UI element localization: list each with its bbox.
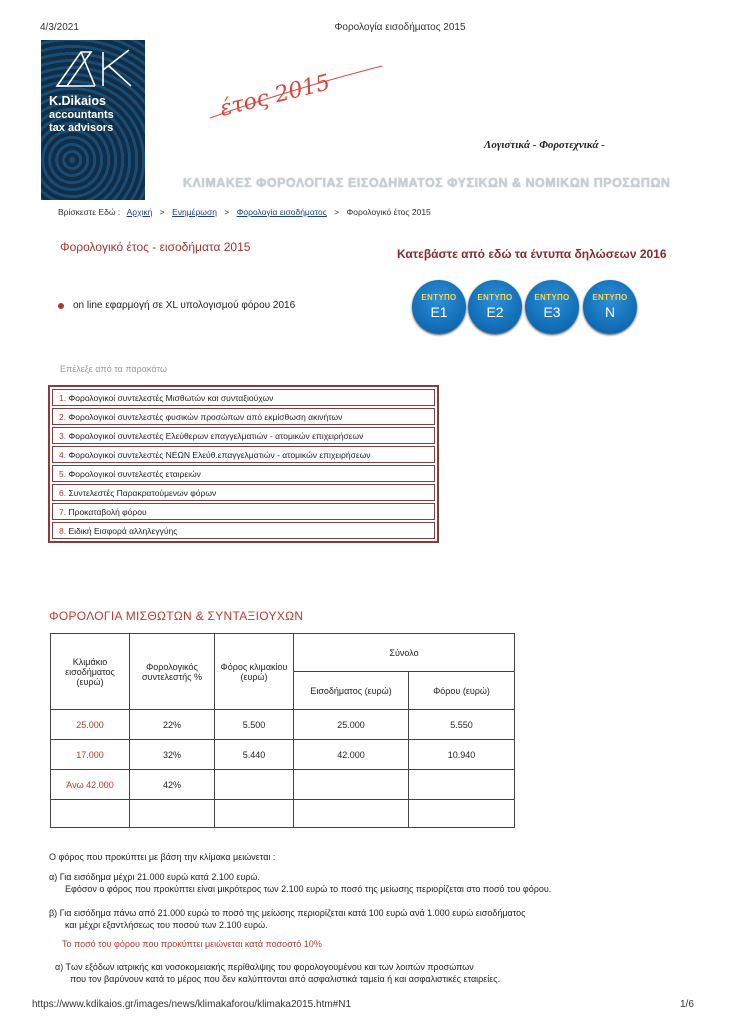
download-forms-heading: Κατεβάστε από εδώ τα έντυπα δηλώσεων 2016 [397,247,667,261]
menu-item-label: Φορολογικοί συντελεστές Μισθωτών και συνταξιούχων [68,393,274,403]
cell-rate: 22% [130,710,215,740]
cell-rate: 42% [130,770,215,800]
breadcrumb-income-tax-link[interactable]: Φορολογία εισοδήματος [236,207,327,217]
form-n-button[interactable] [583,280,637,334]
dk-logo-mark-icon [51,46,135,90]
online-calculator-link[interactable]: on line εφαρμογή σε XL υπολογισμού φόρου 2016 [73,300,296,311]
form-button-caption: ΕΝΤΥΠΟ [534,293,570,302]
menu-item-number: 4. [59,450,67,460]
cell-total-tax: 10.940 [409,740,515,770]
note-b-line2: και μέχρι εξαντλήσεως του ποσού των 2.100 ευρώ. [65,920,268,930]
logo-line-tax-advisors: tax advisors [49,122,114,134]
form-button-caption: ΕΝΤΥΠΟ [421,293,457,302]
cell-rate: 32% [130,740,215,770]
form-button-code: Ν [604,304,616,320]
cell-total-tax [409,800,515,828]
banner-title: ΚΛΙΜΑΚΕΣ ΦΟΡΟΛΟΓΙΑΣ ΕΙΣΟΔΗΜΑΤΟΣ ΦΥΣΙΚΩΝ & ΝΟΜΙΚΩΝ ΠΡΟΣΩΠΩΝ [183,176,671,190]
menu-item-prepayment[interactable] [52,503,435,520]
tax-brackets-table [50,633,515,828]
form-button-caption: ΕΝΤΥΠΟ [477,293,513,302]
print-title: Φορολογία εισοδήματος 2015 [334,22,466,33]
form-button-caption: ΕΝΤΥΠΟ [592,293,628,302]
menu-item-rental[interactable] [52,408,435,425]
cell-tax [215,770,294,800]
form-button-code: Ε2 [486,304,504,320]
menu-item-number: 2. [59,412,67,422]
cell-total-income: 25.000 [294,710,409,740]
company-logo[interactable] [41,40,145,200]
menu-caption: Επέλεξε από τα παρακάτω [60,364,167,374]
header-total: Σύνολο [294,634,515,672]
breadcrumb-separator: > [334,207,340,217]
menu-item-new-freelancers[interactable] [52,446,435,463]
form-button-code: Ε1 [430,304,448,320]
table-row [51,770,515,800]
menu-item-number: 1. [59,393,67,403]
cell-bracket: 25.000 [51,710,130,740]
menu-item-solidarity[interactable] [52,522,435,539]
breadcrumb-prefix: Βρίσκεστε Εδώ : [58,207,121,217]
logo-name: K.Dikaios [49,94,106,108]
form-e1-button[interactable] [412,280,466,334]
cell-total-tax: 5.550 [409,710,515,740]
breadcrumb-separator: > [224,207,230,217]
note-reduction-10: Το ποσό του φόρου που προκύπτει μειώνεται κατά ποσοστό 10% [62,939,322,949]
tagline: Λογιστικά - Φοροτεχνικά - [484,139,605,151]
breadcrumb-separator: > [159,207,165,217]
header-bracket: Κλιμάκιο εισοδήματος (ευρώ) [51,634,130,710]
cell-total-income [294,800,409,828]
bullet-icon [58,303,64,309]
page-title: Φορολογικό έτος - εισοδήματα 2015 [60,240,251,254]
menu-item-companies[interactable] [52,465,435,482]
header-total-tax: Φόρου (ευρώ) [409,672,515,710]
breadcrumb-home-link[interactable]: Αρχική [126,207,153,217]
cell-bracket: Άνω 42.000 [51,770,130,800]
cell-bracket [51,800,130,828]
cell-tax [215,800,294,828]
handwritten-annotation [200,60,390,130]
note-c-line1: α) Των εξόδων ιατρικής και νοσοκομειακής περίθαλψης του φορολογουμένου και των λοιπών προσώπων [55,962,474,972]
header-total-income: Εισοδήματος (ευρώ) [294,672,409,710]
logo-line-accountants: accountants [49,109,114,121]
note-a-line1: α) Για εισόδημα μέχρι 21.000 ευρώ κατά 2.100 ευρώ. [49,872,260,882]
note-a-line2: Εφόσον ο φόρος που προκύπτει είναι μικρότερος των 2.100 ευρώ το ποσό της μείωσης περιορίζεται στο ποσό του φόρου. [65,884,552,894]
menu-item-number: 8. [59,526,67,536]
cell-tax: 5.500 [215,710,294,740]
form-e3-button[interactable] [525,280,579,334]
header-tax: Φόρος κλιμακίου (ευρώ) [215,634,294,710]
notes-intro: Ο φόρος που προκύπτει με βάση την κλίμακα μειώνεται : [49,852,276,862]
menu-item-label: Φορολογικοί συντελεστές φυσικών προσώπων από εκμίσθωση ακινήτων [68,412,343,422]
menu-item-number: 5. [59,469,67,479]
tax-rates-menu [48,385,439,543]
section-title: ΦΟΡΟΛΟΓΙΑ ΜΙΣΘΩΤΩΝ & ΣΥΝΤΑΞΙΟΥΧΩΝ [49,609,304,623]
menu-item-label: Φορολογικοί συντελεστές Ελεύθερων επαγγελματιών - ατομικών επιχειρήσεων [68,431,364,441]
menu-item-label: Φορολογικοί συντελεστές ΝΕΩΝ Ελεύθ.επαγγελματιών - ατομικών επιχειρήσεων [68,450,371,460]
cell-bracket: 17.000 [51,740,130,770]
header-rate: Φορολογικός συντελεστής % [130,634,215,710]
table-row [51,800,515,828]
print-url: https://www.kdikaios.gr/images/news/klimakaforou/klimaka2015.htm#N1 [32,999,352,1010]
menu-item-label: Προκαταβολή φόρου [68,507,147,517]
menu-item-number: 6. [59,488,67,498]
menu-item-label: Συντελεστές Παρακρατούμενων φόρων [68,488,217,498]
menu-item-freelancers[interactable] [52,427,435,444]
menu-item-label: Φορολογικοί συντελεστές εταιρειών [68,469,201,479]
cell-tax: 5.440 [215,740,294,770]
menu-item-number: 7. [59,507,67,517]
table-row [51,710,515,740]
menu-item-salaried[interactable] [52,389,435,406]
breadcrumb [58,207,431,217]
form-button-code: Ε3 [543,304,561,320]
menu-item-withholding[interactable] [52,484,435,501]
cell-total-income [294,770,409,800]
print-page-number: 1/6 [680,999,694,1010]
print-date: 4/3/2021 [40,22,79,33]
breadcrumb-news-link[interactable]: Ενημέρωση [172,207,217,217]
form-e2-button[interactable] [468,280,522,334]
breadcrumb-current: Φορολογικό έτος 2015 [346,207,431,217]
menu-item-number: 3. [59,431,67,441]
table-row [51,740,515,770]
note-c-line2: που τον βαρύνουν κατά το μέρος που δεν καλύπτονται από ασφαλιστικά ταμεία ή και ασφαλιστικές εταιρείες. [70,974,501,984]
note-b-line1: β) Για εισόδημα πάνω από 21.000 ευρώ το ποσό της μείωσης περιορίζεται κατά 100 ευρώ ανά 1.000 ευρώ εισοδήματος [49,908,526,918]
menu-item-label: Ειδική Εισφορά αλληλεγγύης [68,526,178,536]
cell-total-income: 42.000 [294,740,409,770]
handwritten-note: έτος 2015 [217,70,333,122]
cell-total-tax [409,770,515,800]
cell-rate [130,800,215,828]
